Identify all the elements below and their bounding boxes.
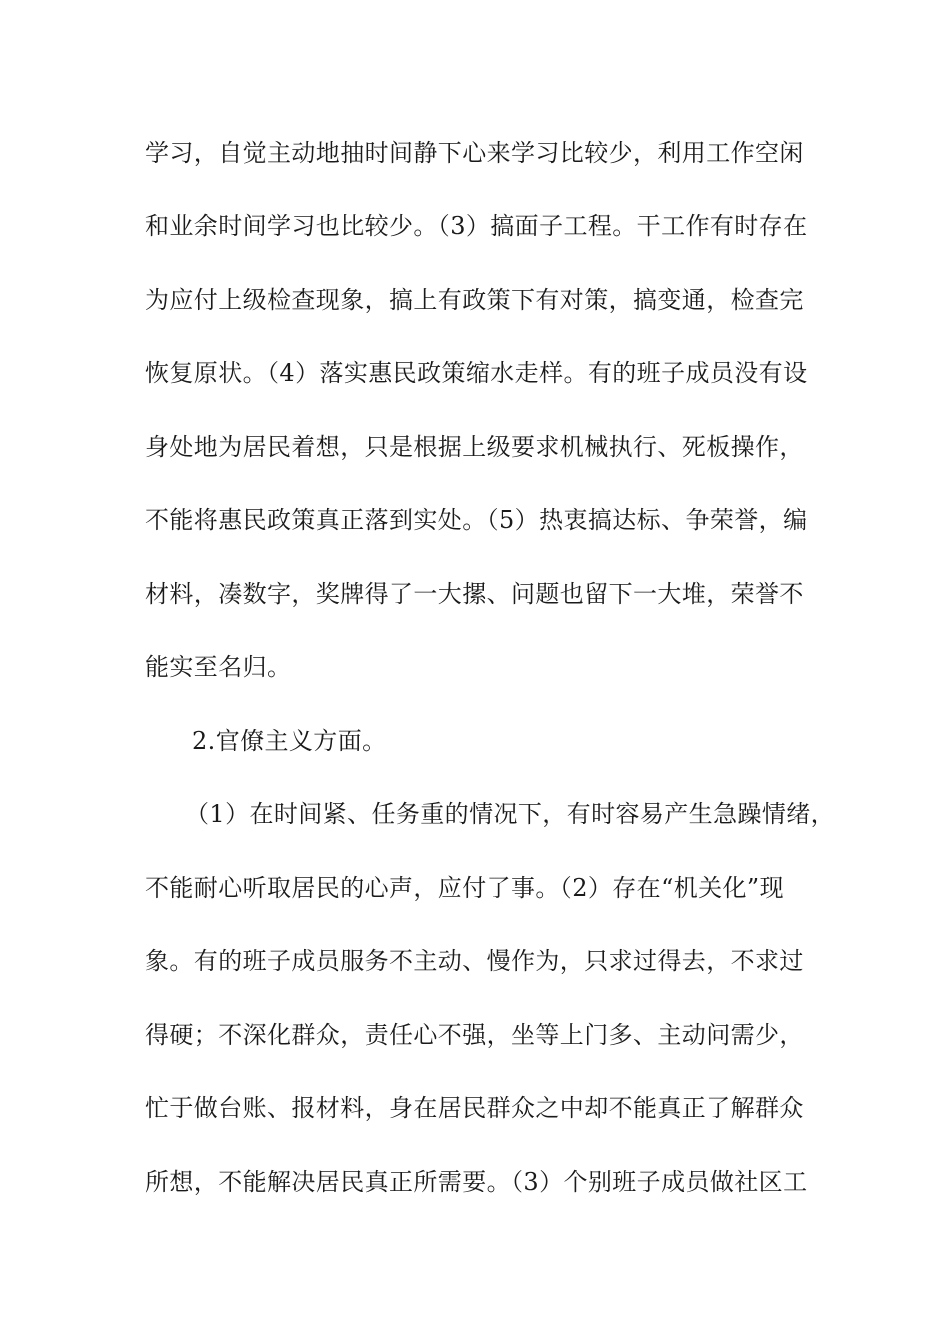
body-text-line: 学习，自觉主动地抽时间静下心来学习比较少，利用工作空闲: [145, 139, 804, 167]
body-text-line: 身处地为居民着想，只是根据上级要求机械执行、死板操作，: [145, 433, 804, 461]
body-text-line: 能实至名归。: [145, 653, 292, 681]
body-text-line: 得硬；不深化群众，责任心不强，坐等上门多、主动问需少，: [145, 1021, 804, 1049]
body-text-line: 忙于做台账、报材料，身在居民群众之中却不能真正了解群众: [145, 1094, 804, 1122]
body-text-line: 所想，不能解决居民真正所需要。（3）个别班子成员做社区工: [145, 1168, 808, 1196]
body-text-line: 象。有的班子成员服务不主动、慢作为，只求过得去，不求过: [145, 947, 804, 975]
paragraph-first-line: （1）在时间紧、任务重的情况下，有时容易产生急躁情绪，: [185, 800, 836, 828]
body-text-line: 和业余时间学习也比较少。（3）搞面子工程。干工作有时存在: [145, 212, 808, 240]
section-heading: 2.官僚主义方面。: [192, 727, 387, 755]
body-text-line: 材料，凑数字，奖牌得了一大摞、问题也留下一大堆，荣誉不: [145, 580, 804, 608]
body-text-line: 不能将惠民政策真正落到实处。（5）热衷搞达标、争荣誉，编: [145, 506, 808, 534]
body-text-line: 恢复原状。（4）落实惠民政策缩水走样。有的班子成员没有设: [145, 359, 808, 387]
body-text-line: 不能耐心听取居民的心声，应付了事。（2）存在“机关化”现: [145, 874, 785, 902]
body-text-line: 为应付上级检查现象，搞上有政策下有对策，搞变通，检查完: [145, 286, 804, 314]
